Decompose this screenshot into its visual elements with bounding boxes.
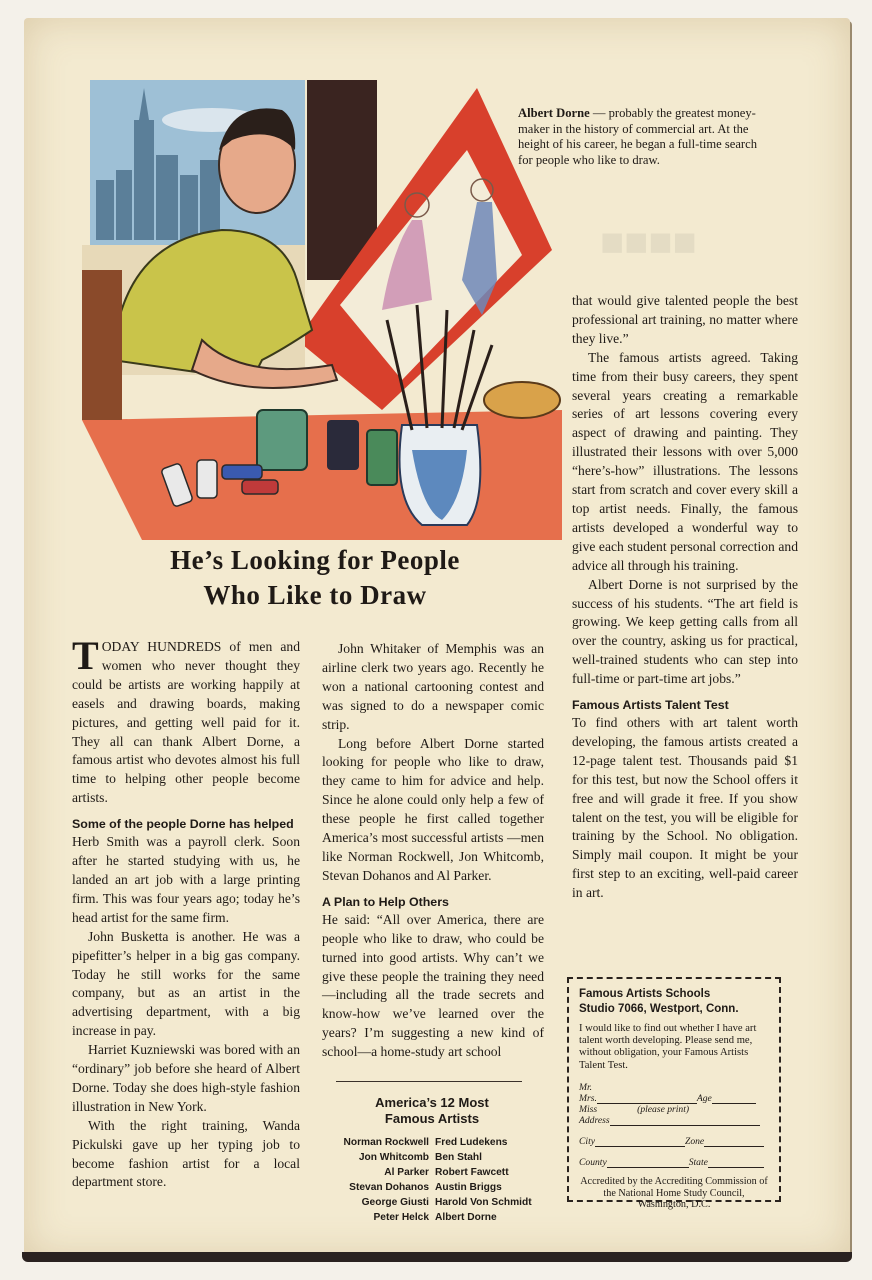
famous-artists-title <box>312 1095 552 1127</box>
artist-name: George Giusti <box>361 1197 429 1208</box>
name-field[interactable] <box>579 1082 769 1115</box>
artist-illustration <box>82 80 562 540</box>
headline-line-2: Who Like to Draw <box>203 580 427 610</box>
name-line[interactable] <box>597 1093 697 1104</box>
artist-name: Jon Whitcomb <box>358 1152 429 1163</box>
column-3 <box>572 292 798 903</box>
divider-rule <box>336 1081 522 1082</box>
paragraph-continued: that would give talented people the best professional art training, no matter where they live.” <box>572 293 798 346</box>
headline-line-1: He’s Looking for People <box>170 545 460 575</box>
section-heading-people-helped: Some of the people Dorne has helped <box>72 817 294 832</box>
coupon-body: I would like to find out whether I have art talent worth developing. Please send me, without obligation, your Famous Artists Talent Test. <box>579 1023 757 1071</box>
address-label: Address <box>579 1114 610 1126</box>
mr-label: Mr. <box>579 1081 593 1093</box>
county-line[interactable] <box>607 1157 689 1168</box>
page-edge <box>22 1252 852 1262</box>
city-label: City <box>579 1135 595 1147</box>
paragraph-harriet-kuzniewski: Harriet Kuzniewski was bored with an “ordinary” job before she heard of Albert Dorne. Today she does high-style fashion illustration in New York. <box>72 1042 300 1114</box>
paragraph-herb-smith: Herb Smith was a payroll clerk. Soon after he started studying with us, he landed an art job with a large printing firm. This was four years ago; today he’s head artist for the same firm. <box>72 834 300 925</box>
address-field[interactable] <box>579 1115 769 1126</box>
artist-name-list <box>312 1135 552 1225</box>
artist-name: Peter Helck <box>373 1212 429 1223</box>
water-bowl <box>484 382 560 418</box>
headline <box>100 543 530 613</box>
paint-jar-green <box>367 430 397 485</box>
column-1 <box>72 633 300 1192</box>
artist-name: Harold Von Schmidt <box>435 1197 532 1208</box>
county-label: County <box>579 1156 607 1168</box>
drop-cap: T <box>72 633 99 678</box>
paragraph-he-said: He said: “All over America, there are people who like to draw, who could be turned into good artists. Why can’t we give these people the training they need—including all the trade secrets and know-how we’ve learned over the years? I’m suggesting a new kind of school—a home-study art school <box>322 911 544 1060</box>
caption-name: Albert Dorne <box>518 106 590 120</box>
famous-title-line-1: America’s 12 Most <box>375 1095 489 1110</box>
illustration-caption <box>518 106 768 168</box>
chair-back <box>82 270 122 420</box>
artist-name: Robert Fawcett <box>435 1167 509 1178</box>
section-heading-plan: A Plan to Help Others <box>322 894 449 909</box>
section-heading-talent-test: Famous Artists Talent Test <box>572 698 729 713</box>
zone-line[interactable] <box>704 1136 764 1147</box>
please-print-label: (please print) <box>637 1103 690 1115</box>
paragraph-wanda-pickulski: With the right training, Wanda Pickulski gave up her typing job to become fashion artist for a local department store. <box>72 1117 300 1190</box>
age-line[interactable] <box>712 1093 756 1104</box>
city-zone-field[interactable] <box>579 1136 769 1147</box>
artist-name: Stevan Dohanos <box>349 1182 429 1193</box>
age-label: Age <box>696 1092 712 1104</box>
mrs-label: Mrs. <box>579 1092 597 1104</box>
paragraph-john-whitaker: John Whitaker of Memphis was an airline clerk two years ago. Recently he won a national cartooning contest and was signed to do a newspaper comic strip. <box>322 641 544 732</box>
column-2 <box>322 640 544 1062</box>
coupon-title <box>579 987 769 1017</box>
desk <box>82 410 562 540</box>
artist-name: Austin Briggs <box>435 1182 502 1193</box>
artist-name: Norman Rockwell <box>343 1137 429 1148</box>
miss-label: Miss <box>579 1103 598 1115</box>
mail-coupon[interactable] <box>567 977 781 1211</box>
artist-name: Albert Dorne <box>435 1212 497 1223</box>
artist-name: Fred Ludekens <box>435 1137 508 1148</box>
famous-artists-box <box>312 1095 552 1225</box>
coupon-title-line-2: Studio 7066, Westport, Conn. <box>579 1003 739 1015</box>
artist-name: Ben Stahl <box>435 1152 482 1163</box>
paint-jar-stack <box>257 410 307 470</box>
paragraph-long-before: Long before Albert Dorne started looking for people who like to draw, they came to him for advice and help. Since he alone could only help a few of these people he first called together America’s most successful artists —men like Norman Rockwell, Jon Whitcomb, Stevan Dohanos and Al Parker. <box>322 735 544 883</box>
paragraph-john-busketta: John Busketta is another. He was a pipefitter’s helper in a big gas company. Today he still works for the same company, but as an artist in the advertising department, with a big increase in pay. <box>72 928 300 1039</box>
famous-title-line-2: Famous Artists <box>384 1111 480 1126</box>
caption-text: — probably the greatest money-maker in the history of commercial art. At the height of his career, he began a full-time search for people who like to draw. <box>518 106 758 167</box>
intro-paragraph <box>72 633 300 808</box>
coupon-title-line-1: Famous Artists Schools <box>579 988 711 1000</box>
ink-bottle <box>327 420 359 470</box>
address-line[interactable] <box>610 1115 760 1126</box>
intro-text: of men and women who never thought they could be artists are working happily at easels and drawing boards, making pictures, and getting well paid for it. They all can thank Albert Dorne, a famous artist who devotes almost his full time to helping other people become artists. <box>72 639 300 806</box>
paragraph-talent-test: To find others with art talent worth developing, the famous artists created a 12-page talent test. Thousands paid $1 for this test, but now the School offers it free and will grade it free. If you show talent on the test, you will be eligible for training by the School. No obligation. Simply mail coupon. It might be your first step to an exciting, well-paid career in art. <box>572 715 798 901</box>
city-line[interactable] <box>595 1136 685 1147</box>
paragraph-artists-agreed: The famous artists agreed. Taking time from their busy careers, they spent several years creating a remarkable series of art lessons covering every aspect of drawing and painting. They illustrated their lessons with over 5,000 “here’s-how” illustrations. The lessons start from scratch and cover every skill a top artist needs. Finally, the famous artists developed a wonderful way to give each student personal correction and advice all through his training. <box>572 349 798 573</box>
coupon-footer: Accredited by the Accrediting Commission of the National Home Study Council, Washington, D.C. <box>580 1175 768 1211</box>
state-line[interactable] <box>708 1157 764 1168</box>
bleed-through-decoration: ■■■■ <box>600 220 697 264</box>
zone-label: Zone <box>685 1135 705 1147</box>
intro-lead: ODAY HUNDREDS <box>101 639 222 654</box>
county-state-field[interactable] <box>579 1157 769 1168</box>
state-label: State <box>688 1156 708 1168</box>
paragraph-not-surprised: Albert Dorne is not surprised by the success of his students. “The art field is growing. We keep getting calls from all over the country, asking us for practical, well-trained students who can step into full-time or part-time art jobs.” <box>572 576 798 687</box>
artist-name: Al Parker <box>384 1167 429 1178</box>
